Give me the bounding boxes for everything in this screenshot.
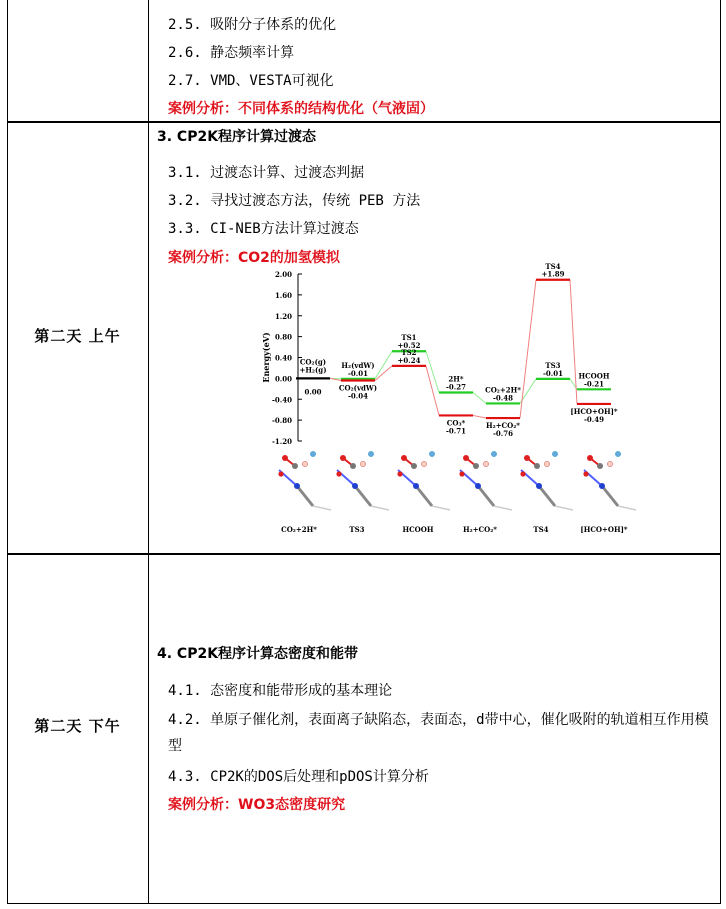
energy-level-label: TS1 <box>401 333 417 343</box>
energy-level-label: CO₂(vdW) <box>338 383 378 393</box>
y-tick-label: 2.00 <box>274 270 292 279</box>
structure-label: H₂+CO₂* <box>463 525 497 534</box>
outline-item: 4.3. CP2K的DOS后处理和pDOS计算分析 <box>168 769 429 785</box>
energy-level-label: -0.76 <box>493 429 513 439</box>
oxygen-atom <box>459 471 464 476</box>
molecular-structure-image <box>583 451 636 510</box>
outline-item: 4.2. 单原子催化剂，表面离子缺陷态，表面态，d带中心，催化吸附的轨道相互作用模型 <box>168 712 709 754</box>
oxygen-atom <box>282 455 288 461</box>
energy-level-label: -0.21 <box>584 379 604 389</box>
day-label: 第二天 下午 <box>34 717 121 735</box>
bond <box>539 486 555 506</box>
case-study: 案例分析：WO3态密度研究 <box>168 797 346 813</box>
energy-level-label: -0.01 <box>543 368 563 378</box>
hydrogen-atom <box>615 451 620 456</box>
nitrogen-atom <box>536 483 542 489</box>
energy-level-label: +0.52 <box>397 341 421 351</box>
y-tick-label: 0.80 <box>274 332 292 342</box>
y-tick-label: 0.00 <box>274 374 292 384</box>
oxygen-atom <box>587 455 593 461</box>
carbon-atom <box>350 463 356 469</box>
outline-item: 4.1. 态密度和能带形成的基本理论 <box>168 683 393 699</box>
energy-level-label: H₂(vdW) <box>341 360 375 370</box>
energy-level-label: TS3 <box>545 360 561 370</box>
carbon-atom <box>473 463 479 469</box>
molecular-structure-image <box>397 451 450 510</box>
hydrogen-atom <box>429 451 434 456</box>
table-border-left <box>7 0 8 904</box>
outline-item: 3.3. CI-NEB方法计算过渡态 <box>168 221 359 237</box>
bond <box>478 486 494 506</box>
energy-level-label: H₂+CO₂* <box>486 421 520 431</box>
energy-level-label: -0.71 <box>446 426 466 436</box>
y-tick-label: 1.60 <box>274 290 292 300</box>
oxygen-atom <box>278 471 283 476</box>
table-border-right <box>720 0 721 904</box>
y-axis-label: Energy(eV) <box>261 332 271 383</box>
day-label: 第二天 上午 <box>34 327 121 345</box>
section-heading: 3. CP2K程序计算过渡态 <box>157 129 317 145</box>
y-tick-label: -0.80 <box>272 416 292 426</box>
nitrogen-atom <box>475 483 481 489</box>
energy-level-label: +0.24 <box>397 355 421 365</box>
molecular-structure-image <box>336 451 389 510</box>
red-path-connector <box>520 280 536 418</box>
energy-level-label: -0.01 <box>348 368 368 378</box>
energy-level-label: HCOOH <box>578 371 610 381</box>
bond <box>371 506 389 510</box>
hydrogen-atom <box>491 451 496 456</box>
boron-atom <box>607 461 612 466</box>
bond <box>313 506 331 510</box>
y-tick-label: -0.40 <box>272 395 292 405</box>
oxygen-atom <box>340 455 346 461</box>
carbon-atom <box>597 463 603 469</box>
energy-level-label: TS2 <box>401 347 417 357</box>
boron-atom <box>544 461 549 466</box>
energy-level-label: +H₂(g) <box>299 365 327 375</box>
energy-level-label: CO₂+2H* <box>485 385 521 395</box>
carbon-atom <box>292 463 298 469</box>
green-path-connector <box>375 351 392 379</box>
bond <box>555 506 573 510</box>
energy-level-label: -0.04 <box>348 391 368 401</box>
hydrogen-atom <box>368 451 373 456</box>
bond <box>432 506 450 510</box>
boron-atom <box>302 461 307 466</box>
structure-label: HCOOH <box>402 525 434 534</box>
energy-level-label: -0.49 <box>584 414 604 424</box>
structure-label: [HCO+OH]* <box>580 525 628 534</box>
red-path-connector <box>570 280 577 404</box>
green-path-connector <box>473 392 486 403</box>
red-path-connector <box>375 366 392 381</box>
oxygen-atom <box>463 455 469 461</box>
hydrogen-atom <box>552 451 557 456</box>
bond <box>602 486 618 506</box>
bond <box>416 486 432 506</box>
energy-level-label: -0.27 <box>446 382 466 392</box>
bond <box>355 486 371 506</box>
boron-atom <box>360 461 365 466</box>
carbon-atom <box>534 463 540 469</box>
carbon-atom <box>411 463 417 469</box>
nitrogen-atom <box>599 483 605 489</box>
nitrogen-atom <box>294 483 300 489</box>
energy-level-label: [HCO+OH]* <box>570 406 618 416</box>
table-row-divider <box>7 553 721 555</box>
oxygen-atom <box>336 471 341 476</box>
outline-item: 3.2. 寻找过渡态方法，传统 PEB 方法 <box>168 193 421 209</box>
oxygen-atom <box>397 471 402 476</box>
molecular-structure-image <box>520 451 573 510</box>
oxygen-atom <box>524 455 530 461</box>
nitrogen-atom <box>352 483 358 489</box>
energy-level-label: CO₃* <box>446 418 466 428</box>
section-heading: 4. CP2K程序计算态密度和能带 <box>157 646 359 662</box>
molecular-structure-image <box>278 451 331 510</box>
y-tick-label: -1.20 <box>272 437 292 446</box>
case-study: 案例分析：CO2的加氢模拟 <box>168 250 340 266</box>
structure-label: CO₂+2H* <box>281 525 317 534</box>
energy-level-label: 2H* <box>448 374 464 384</box>
energy-profile-chart <box>255 261 635 546</box>
structure-label: TS4 <box>533 525 549 534</box>
structure-label: TS3 <box>349 525 365 534</box>
energy-level-label: -0.48 <box>493 393 513 403</box>
table-row-divider <box>7 121 721 123</box>
bond <box>297 486 313 506</box>
oxygen-atom <box>401 455 407 461</box>
boron-atom <box>421 461 426 466</box>
y-tick-label: 0.40 <box>274 353 292 363</box>
bond <box>618 506 636 510</box>
energy-level-label: TS4 <box>545 261 561 271</box>
table-column-divider <box>148 0 149 904</box>
outline-item: 2.7. VMD、VESTA可视化 <box>168 73 334 89</box>
outline-item: 3.1. 过渡态计算、过渡态判据 <box>168 165 365 181</box>
outline-item: 2.6. 静态频率计算 <box>168 45 295 61</box>
oxygen-atom <box>520 471 525 476</box>
bond <box>494 506 512 510</box>
molecular-structure-image <box>459 451 512 510</box>
case-study: 案例分析：不同体系的结构优化（气液固） <box>168 101 434 117</box>
energy-level-label: +1.89 <box>541 269 565 279</box>
boron-atom <box>483 461 488 466</box>
hydrogen-atom <box>310 451 315 456</box>
nitrogen-atom <box>413 483 419 489</box>
outline-item: 2.5. 吸附分子体系的优化 <box>168 17 337 33</box>
energy-level-label: 0.00 <box>304 387 322 397</box>
oxygen-atom <box>583 471 588 476</box>
energy-level-label: CO₂(g) <box>299 357 327 367</box>
red-path-connector <box>473 415 486 418</box>
y-tick-label: 1.20 <box>274 311 292 321</box>
table-border-bottom <box>7 903 721 904</box>
